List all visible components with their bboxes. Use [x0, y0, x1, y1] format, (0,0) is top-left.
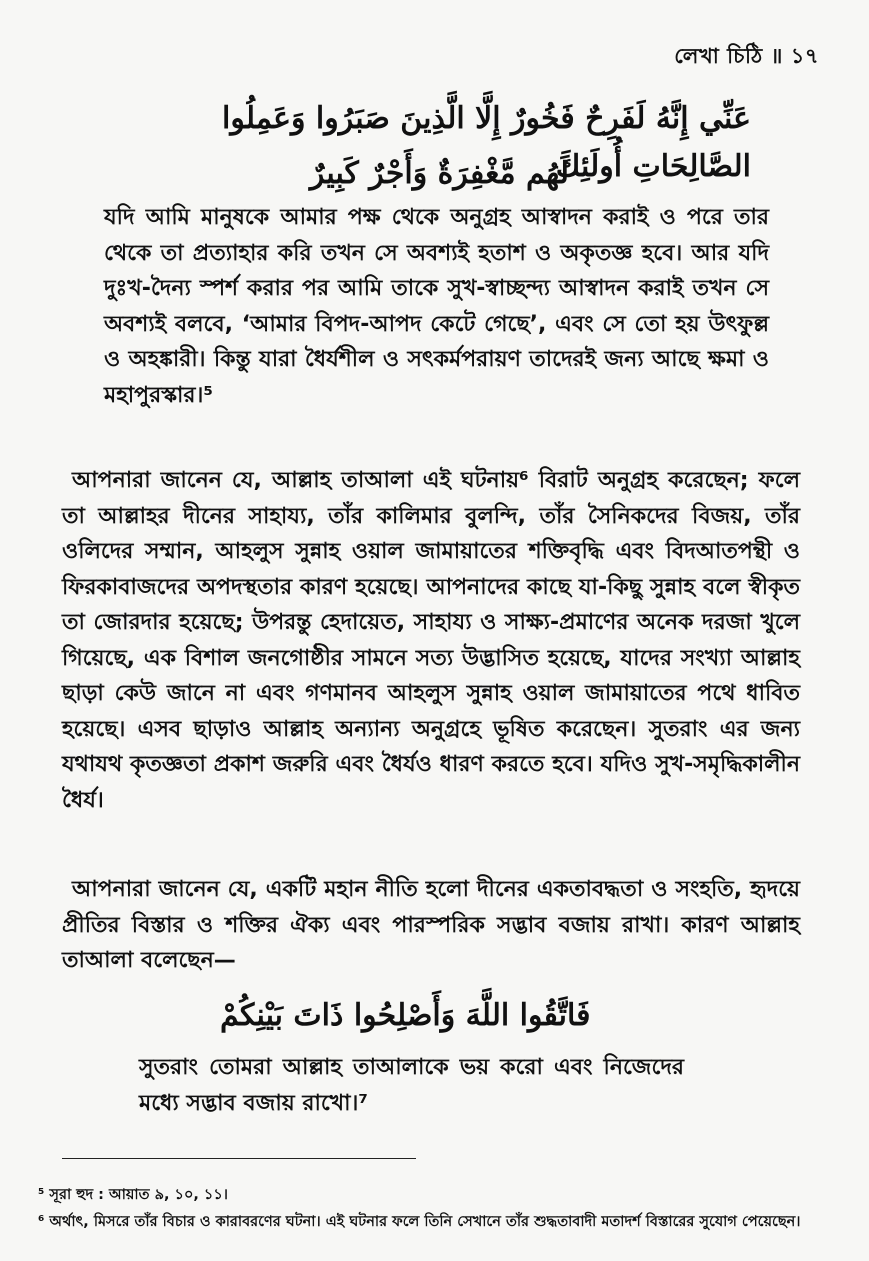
arabic-verse-2: فَاتَّقُوا اللَّهَ وَأَصْلِحُوا ذَاتَ بَيْنِكُمْ — [220, 998, 591, 1033]
arabic-verse-line-1: عَنِّي إِنَّهُ لَفَرِحٌ فَخُورٌ إِلَّا الَّذِينَ صَبَرُوا وَعَمِلُوا الصَّالِحَاتِ أُولَئِكَ — [221, 101, 751, 184]
footnote-divider — [62, 1158, 416, 1159]
footnote-5: ⁵ সূরা হুদ : আয়াত ৯, ১০, ১১। — [38, 1187, 228, 1203]
paragraph-2: আপনারা জানেন যে, একটি মহান নীতি হলো দীনের একতাবদ্ধতা ও সংহতি, হৃদয়ে প্রীতির বিস্তার ও শক্তির ঐক্য এবং পারস্পরিক সদ্ভাব বজায় রাখা। কারণ আল্লাহ তাআলা বলেছেন— — [62, 877, 800, 973]
running-head: লেখা চিঠি ॥ ১৭ — [674, 44, 819, 68]
footnotes — [38, 1182, 838, 1236]
arabic-verse-line-2: لَهُم مَّغْفِرَةٌ وَأَجْرٌ كَبِيرٌ — [309, 156, 569, 191]
paragraph-1: আপনারা জানেন যে, আল্লাহ তাআলা এই ঘটনায়⁶ বিরাট অনুগ্রহ করেছেন; ফলে তা আল্লাহর দীনের সাহায্য, তাঁর কালিমার বুলন্দি, তাঁর সৈনিকদের বিজয়, তাঁর ওলিদের সম্মান, আহলুস সুন্নাহ ওয়াল জামায়াতের শক্তিবৃদ্ধি এবং বিদআতপন্থী ও ফিরকাবাজদের অপদস্থতার কারণ হয়েছে। আপনাদের কাছে যা-কিছু সুন্নাহ বলে স্বীকৃত তা জোরদার হয়েছে; উপরন্তু হেদায়েত, সাহায্য ও সাক্ষ্য-প্রমাণের অনেক দরজা খুলে গিয়েছে, এক বিশাল জনগোষ্ঠীর সামনে সত্য উদ্ভাসিত হয়েছে, যাদের সংখ্যা আল্লাহ ছাড়া কেউ জানে না এবং গণমানব আহলুস সুন্নাহ ওয়াল জামায়াতের পথে ধাবিত হয়েছে। এসব ছাড়াও আল্লাহ অন্যান্য অনুগ্রহে ভূষিত করেছেন। সুতরাং এর জন্য যথাযথ কৃতজ্ঞতা প্রকাশ জরুরি এবং ধৈর্যও ধারণ করতে হবে। যদিও সুখ-সমৃদ্ধিকালীন ধৈর্য। — [62, 468, 800, 813]
verse-translation-2: সুতরাং তোমরা আল্লাহ তাআলাকে ভয় করো এবং নিজেদের মধ্যে সদ্ভাব বজায় রাখো।⁷ — [139, 1055, 684, 1116]
verse-translation-1: যদি আমি মানুষকে আমার পক্ষ থেকে অনুগ্রহ আস্বাদন করাই ও পরে তার থেকে তা প্রত্যাহার করি তখন সে অবশ্যই হতাশ ও অকৃতজ্ঞ হবে। আর যদি দুঃখ-দৈন্য স্পর্শ করার পর আমি তাকে সুখ-স্বাচ্ছন্দ্য আস্বাদন করাই তখন সে অবশ্যই বলবে, ‘আমার বিপদ-আপদ কেটে গেছে’, এবং সে তো হয় উৎফুল্ল ও অহঙ্কারী। কিন্তু যারা ধৈর্যশীল ও সৎকর্মপরায়ণ তাদেরই জন্য আছে ক্ষমা ও মহাপুরস্কার।⁵ — [104, 205, 769, 408]
footnote-6: ⁶ অর্থাৎ, মিসরে তাঁর বিচার ও কারাবরণের ঘটনা। এই ঘটনার ফলে তিনি সেখানে তাঁর শুদ্ধতাবাদী মতাদর্শ বিস্তারের সুযোগ পেয়েছেন। — [38, 1214, 801, 1230]
